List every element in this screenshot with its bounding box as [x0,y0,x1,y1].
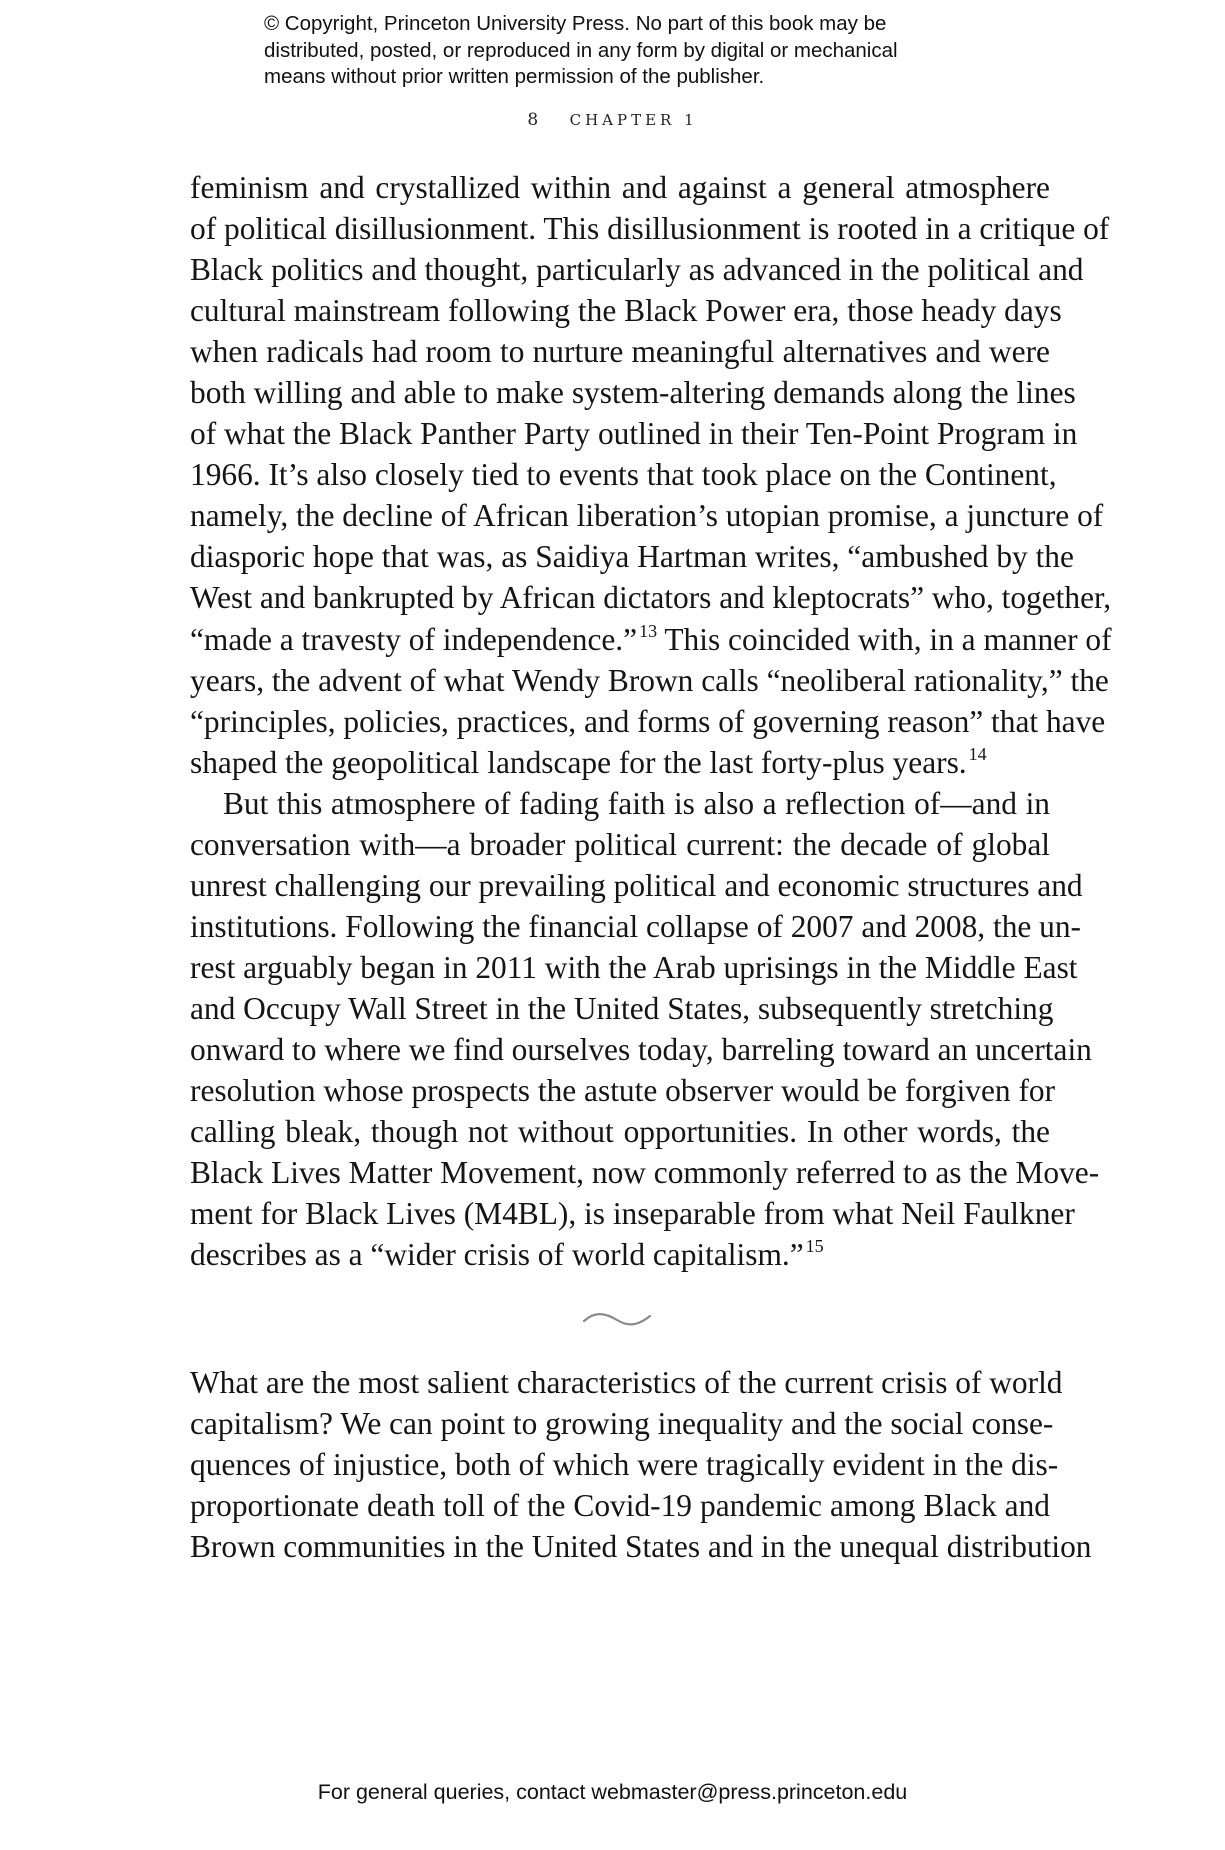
text-line-with-footnote [190,1234,1050,1275]
text-line: onward to where we find ourselves today, barreling toward an uncertain [190,1031,1092,1067]
text-line: of what the Black Panther Party outlined in their Ten-Point Program in [190,416,1078,452]
text-segment: This coincided with, in a manner of [664,621,1112,657]
text-line: quences of injustice, both of which were tragically evident in the dis- [190,1447,1059,1483]
copyright-notice [264,11,1024,91]
copyright-line: distributed, posted, or reproduced in any form by digital or mechanical [264,38,898,62]
text-line: Black Lives Matter Movement, now commonly referred to as the Move- [190,1155,1100,1191]
text-line-with-footnote [190,619,1112,660]
running-head [0,110,1225,130]
footnote-ref-15[interactable]: 15 [805,1236,824,1257]
text-line: calling bleak, though not without opportunities. In other words, the [190,1114,1050,1150]
chapter-label: CHAPTER 1 [569,111,698,129]
text-line: capitalism? We can point to growing inequality and the social conse- [190,1406,1054,1442]
text-line: of political disillusionment. This disillusionment is rooted in a critique of [190,211,1110,247]
text-line: ment for Black Lives (M4BL), is inseparable from what Neil Faulkner [190,1196,1075,1232]
text-line: namely, the decline of African liberation’s utopian promise, a juncture of [190,498,1104,534]
text-line: both willing and able to make system-altering demands along the lines [190,375,1076,411]
text-line: West and bankrupted by African dictators and kleptocrats” who, together, [190,580,1112,616]
text-line: cultural mainstream following the Black Power era, those heady days [190,293,1062,329]
text-segment: describes as a “wider crisis of world capitalism.” [190,1237,804,1273]
wave-ornament-icon [582,1308,652,1330]
text-line: resolution whose prospects the astute observer would be forgiven for [190,1073,1056,1109]
paragraph-1 [190,167,1112,783]
text-line: institutions. Following the financial collapse of 2007 and 2008, the un- [190,908,1082,944]
text-line: But this atmosphere of fading faith is also a reflection of—and in [223,785,1050,821]
text-line-with-footnote [190,742,1050,783]
copyright-line: © Copyright, Princeton University Press. No part of this book may be [264,12,887,35]
text-line: and Occupy Wall Street in the United States, subsequently stretching [190,990,1054,1026]
text-line: Black politics and thought, particularly as advanced in the political and [190,252,1084,288]
text-line: Brown communities in the United States and in the unequal distribution [190,1529,1092,1565]
body-text [190,167,1112,1275]
text-line: conversation with—a broader political current: the decade of global [190,826,1050,862]
text-line: “principles, policies, practices, and forms of governing reason” that have [190,703,1106,739]
footer-contact: For general queries, contact webmaster@press.princeton.edu [317,1780,908,1804]
text-segment: shaped the geopolitical landscape for the last forty-plus years. [190,744,967,780]
text-segment: “made a travesty of independence.” [190,621,638,657]
text-line: years, the advent of what Wendy Brown calls “neoliberal rationality,” the [190,662,1109,698]
text-line: rest arguably began in 2011 with the Arab uprisings in the Middle East [190,949,1078,985]
paragraph-3 [190,1362,1092,1567]
text-line: What are the most salient characteristics of the current crisis of world [190,1365,1063,1400]
text-line: proportionate death toll of the Covid-19 pandemic among Black and [190,1488,1050,1524]
text-line: feminism and crystallized within and against a general atmosphere [190,170,1050,205]
text-line: diasporic hope that was, as Saidiya Hartman writes, “ambushed by the [190,539,1074,575]
paragraph-2 [190,783,1100,1276]
footnote-ref-14[interactable]: 14 [968,743,987,764]
text-line: unrest challenging our prevailing political and economic structures and [190,867,1083,903]
text-line: 1966. It’s also closely tied to events that took place on the Continent, [190,457,1057,493]
text-line: when radicals had room to nurture meaningful alternatives and were [190,334,1050,370]
footnote-ref-13[interactable]: 13 [639,620,658,641]
page-number: 8 [527,110,542,130]
copyright-line: means without prior written permission of the publisher. [264,65,765,88]
